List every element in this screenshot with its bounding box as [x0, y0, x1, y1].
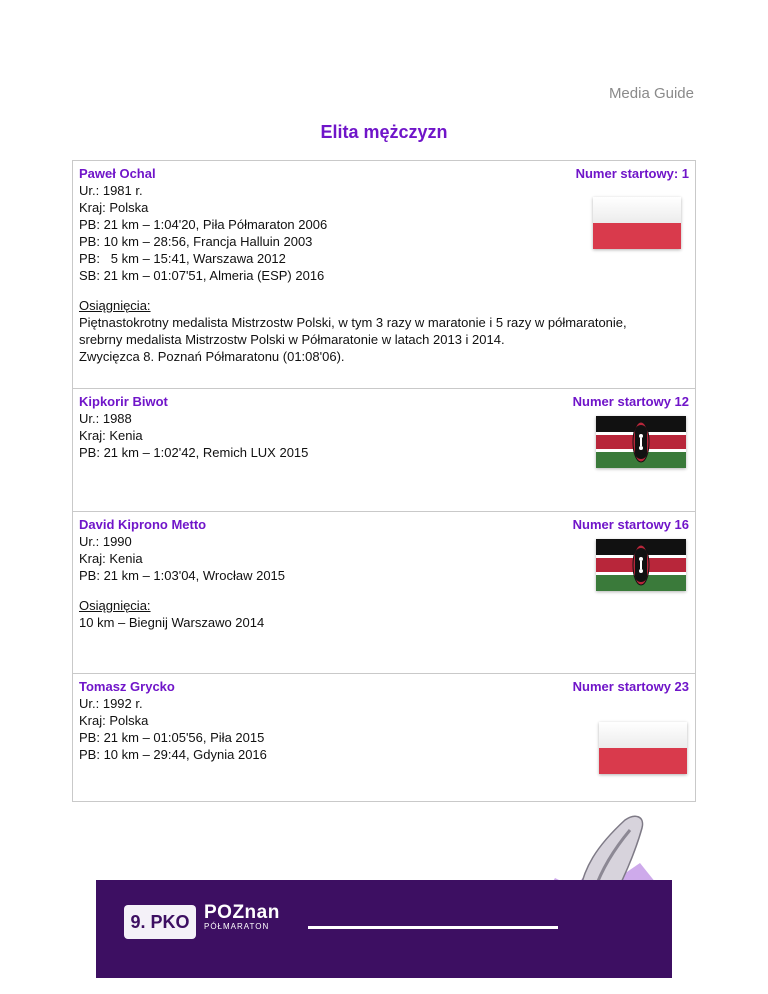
page-title: Elita mężczyzn [320, 122, 448, 142]
athlete-detail: Ur.: 1981 r. [79, 183, 143, 198]
poland-flag-icon [593, 197, 681, 249]
bib-number: Numer startowy: 1 [575, 166, 689, 181]
achievements-heading: Osiągnięcia: [79, 298, 151, 313]
athlete-detail: Ur.: 1988 [79, 411, 132, 426]
athlete-detail: SB: 21 km – 01:07'51, Almeria (ESP) 2016 [79, 268, 325, 283]
athlete-detail: PB: 5 km – 15:41, Warszawa 2012 [79, 251, 286, 266]
kenya-flag-icon [596, 416, 686, 468]
athlete-detail: PB: 10 km – 29:44, Gdynia 2016 [79, 747, 267, 762]
athlete-detail: Ur.: 1992 r. [79, 696, 143, 711]
athlete-detail: Kraj: Polska [79, 200, 149, 215]
athlete-detail: Kraj: Kenia [79, 551, 143, 566]
athlete-detail: PB: 21 km – 1:02'42, Remich LUX 2015 [79, 445, 309, 460]
athlete-detail: Kraj: Kenia [79, 428, 143, 443]
bib-number: Numer startowy 16 [572, 517, 689, 532]
athlete-name: Tomasz Grycko [79, 679, 175, 694]
athlete-row [73, 512, 695, 674]
athlete-name: Kipkorir Biwot [79, 394, 168, 409]
pko-badge: 9. PKO [124, 905, 196, 939]
athlete-row [73, 161, 695, 389]
athlete-name: David Kiprono Metto [79, 517, 207, 532]
sponsor-banner [96, 880, 672, 978]
media-guide-label: Media Guide [608, 85, 694, 102]
achievement-line: srebrny medalista Mistrzostw Polski w Półmaratonie w latach 2013 i 2014. [79, 332, 505, 347]
poland-flag-icon [599, 722, 687, 774]
athlete-detail: PB: 21 km – 1:03'04, Wrocław 2015 [79, 568, 286, 583]
achievement-line: Piętnastokrotny medalista Mistrzostw Polski, w tym 3 razy w maratonie i 5 razy w półmaratonie, [79, 315, 627, 330]
bib-number: Numer startowy 23 [572, 679, 689, 694]
athletes-table [72, 160, 696, 802]
athlete-row [73, 674, 695, 801]
kenya-flag-icon [596, 539, 686, 591]
achievements-heading: Osiągnięcia: [79, 598, 151, 613]
brand-name: POZnan [204, 902, 280, 923]
achievement-line: 10 km – Biegnij Warszawo 2014 [79, 615, 265, 630]
athlete-detail: PB: 21 km – 1:04'20, Piła Półmaraton 2006 [79, 217, 328, 232]
athlete-detail: PB: 21 km – 01:05'56, Piła 2015 [79, 730, 265, 745]
athlete-detail: Ur.: 1990 [79, 534, 132, 549]
bib-number: Numer startowy 12 [572, 394, 689, 409]
achievement-line: Zwycięzca 8. Poznań Półmaratonu (01:08'06). [79, 349, 345, 364]
athlete-name: Paweł Ochal [79, 166, 156, 181]
poznan-logo [204, 902, 280, 931]
athlete-row [73, 389, 695, 512]
banner-divider [308, 926, 558, 929]
athlete-detail: Kraj: Polska [79, 713, 149, 728]
athlete-detail: PB: 10 km – 28:56, Francja Halluin 2003 [79, 234, 313, 249]
brand-subtitle: PÓŁMARATON [204, 922, 270, 931]
